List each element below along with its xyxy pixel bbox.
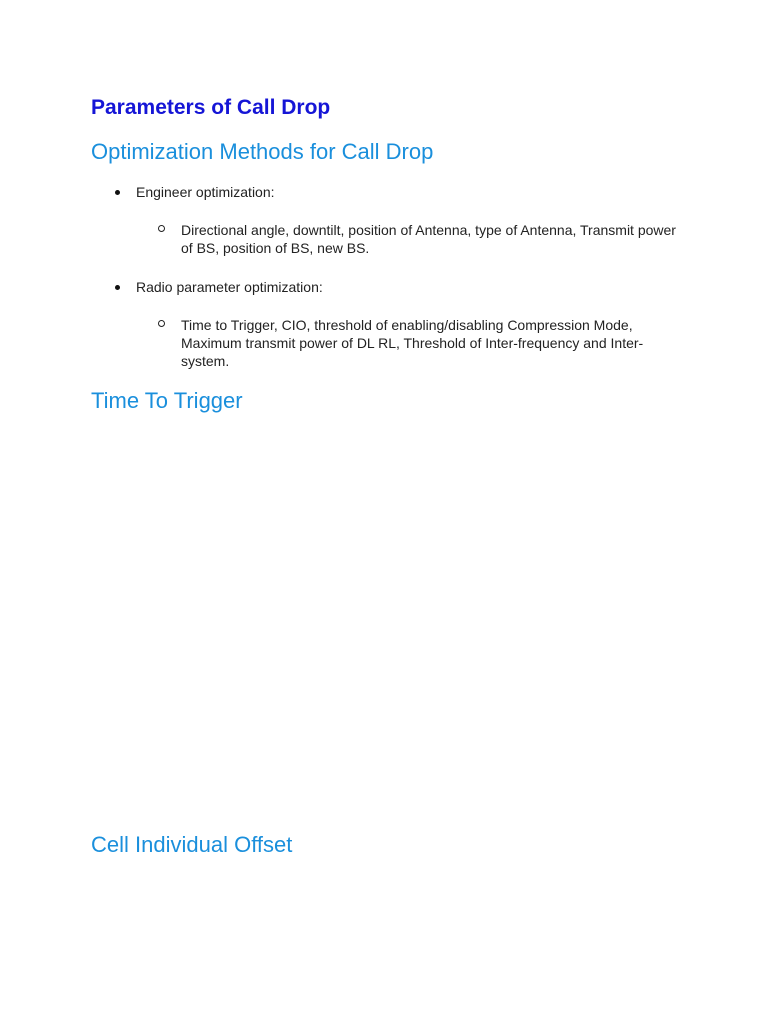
bullet-text: Engineer optimization: xyxy=(136,184,275,200)
section-heading-optimization-methods: Optimization Methods for Call Drop xyxy=(91,139,434,164)
bullet-icon xyxy=(115,190,120,195)
sub-item-text: Time to Trigger, CIO, threshold of enabling/disabling Compression Mode, Maximum transmit power of DL RL, Threshold of Inter-frequency and Inter-system. xyxy=(181,317,644,369)
bullet-text: Radio parameter optimization: xyxy=(136,279,323,295)
sub-bullet-icon xyxy=(158,320,165,327)
section-heading-time-to-trigger: Time To Trigger xyxy=(91,388,243,413)
document-title: Parameters of Call Drop xyxy=(91,96,331,119)
sub-item-text: Directional angle, downtilt, position of Antenna, type of Antenna, Transmit power of BS, position of BS, new BS. xyxy=(181,222,676,256)
bullet-icon xyxy=(115,285,120,290)
sub-bullet-icon xyxy=(158,225,165,232)
section-heading-cell-individual-offset: Cell Individual Offset xyxy=(91,832,293,857)
